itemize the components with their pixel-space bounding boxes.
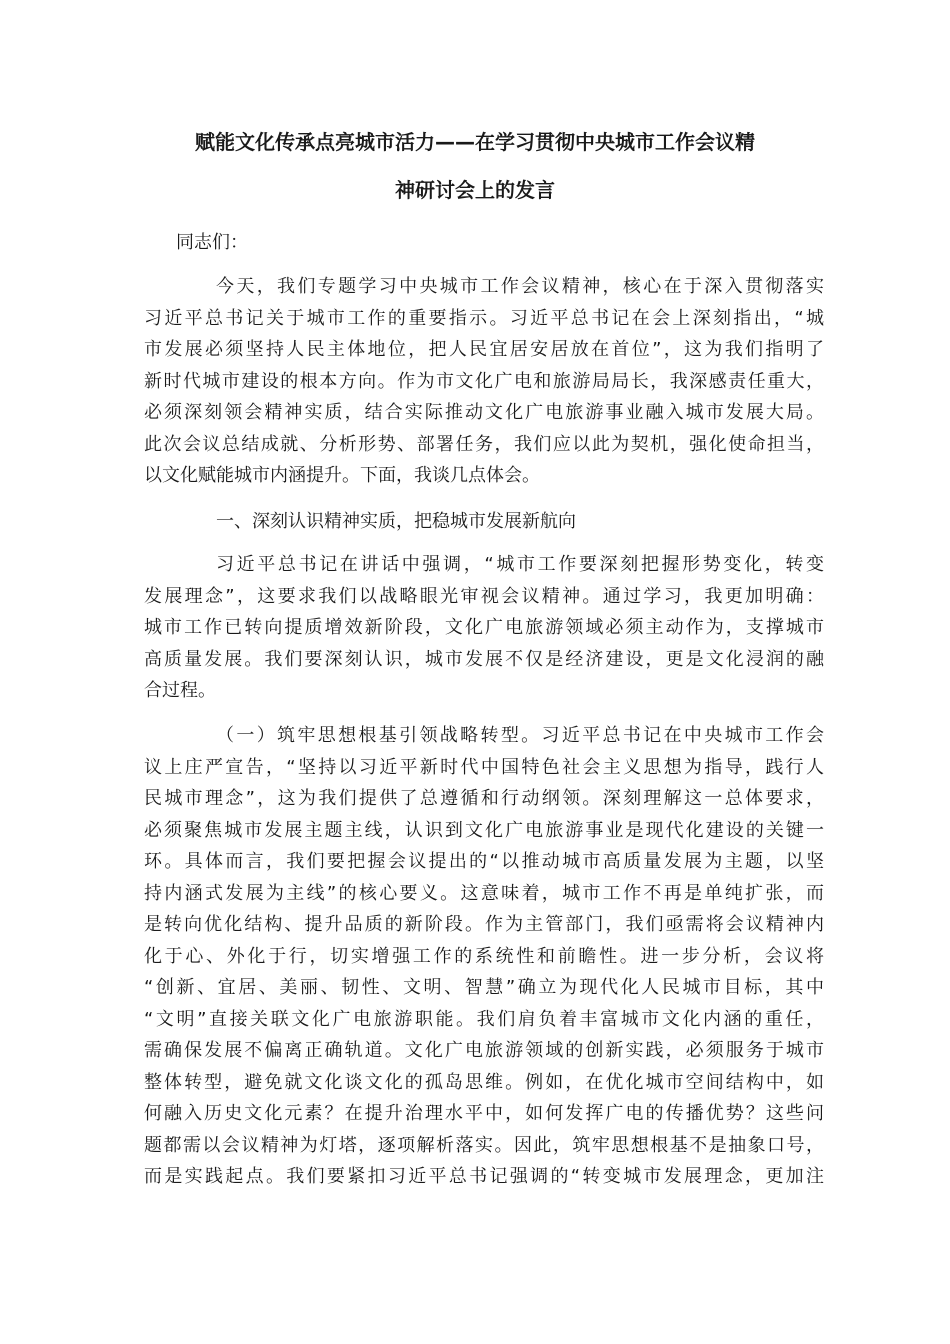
paragraph-subsection-1 (144, 720, 824, 1193)
paragraph-line: 何融入历史文化元素？在提升治理水平中，如何发挥广电的传播优势？这些问 (144, 1103, 824, 1124)
paragraph-line: 而是实践起点。我们要紧扣习近平总书记强调的“转变城市发展理念，更加注 (144, 1166, 824, 1187)
paragraph-line: 习近平总书记在讲话中强调，“城市工作要深刻把握形势变化，转变 (216, 554, 824, 575)
paragraph-line: 议上庄严宣告，“坚持以习近平新时代中国特色社会主义思想为指导，践行人 (144, 756, 824, 778)
paragraph-line: 以文化赋能城市内涵提升。下面，我谈几点体会。 (144, 465, 540, 486)
paragraph-line: 高质量发展。我们要深刻认识，城市发展不仅是经济建设，更是文化浸润的融 (144, 648, 824, 670)
paragraph-line: 此次会议总结成就、分析形势、部署任务，我们应以此为契机，强化使命担当， (144, 433, 824, 455)
paragraph-line: “文明”直接关联文化广电旅游职能。我们肩负着丰富城市文化内涵的重任， (144, 1008, 824, 1030)
salutation: 同志们： (176, 232, 248, 253)
paragraph-line: 习近平总书记关于城市工作的重要指示。习近平总书记在会上深刻指出，“城 (144, 307, 824, 329)
paragraph-line: 今天，我们专题学习中央城市工作会议精神，核心在于深入贯彻落实 (216, 276, 824, 297)
paragraph-line: 化于心、外化于行，切实增强工作的系统性和前瞻性。进一步分析，会议将 (144, 945, 824, 967)
paragraph-line: “创新、宜居、美丽、韧性、文明、智慧”确立为现代化人民城市目标，其中 (144, 977, 824, 998)
paragraph-line: 必须聚焦城市发展主题主线，认识到文化广电旅游事业是现代化建设的关键一 (144, 819, 824, 841)
paragraph-line: 整体转型，避免就文化谈文化的孤岛思维。例如，在优化城市空间结构中，如 (144, 1071, 824, 1093)
paragraph-line: （一）筑牢思想根基引领战略转型。习近平总书记在中央城市工作会 (216, 725, 824, 746)
paragraph-line: 必须深刻领会精神实质，结合实际推动文化广电旅游事业融入城市发展大局。 (144, 402, 824, 423)
document-title-line-1: 赋能文化传承点亮城市活力——在学习贯彻中央城市工作会议精 (195, 130, 755, 154)
document-title-line-2: 神研讨会上的发言 (395, 178, 555, 202)
paragraph-line: 新时代城市建设的根本方向。作为市文化广电和旅游局局长，我深感责任重大， (144, 370, 824, 392)
paragraph-line: 环。具体而言，我们要把握会议提出的“以推动城市高质量发展为主题，以坚 (144, 851, 824, 872)
paragraph-line: 城市工作已转向提质增效新阶段，文化广电旅游领域必须主动作为，支撑城市 (144, 617, 824, 638)
paragraph-line: 合过程。 (144, 680, 216, 701)
section-heading-1: 一、深刻认识精神实质，把稳城市发展新航向 (216, 511, 576, 532)
paragraph-line: 持内涵式发展为主线”的核心要义。这意味着，城市工作不再是单纯扩张，而 (144, 882, 824, 904)
paragraph-line: 民城市理念”，这为我们提供了总遵循和行动纲领。深刻理解这一总体要求， (144, 788, 824, 809)
paragraph-intro (144, 271, 824, 492)
paragraph-line: 需确保发展不偏离正确轨道。文化广电旅游领域的创新实践，必须服务于城市 (144, 1040, 824, 1061)
paragraph-line: 题都需以会议精神为灯塔，逐项解析落实。因此，筑牢思想根基不是抽象口号， (144, 1134, 824, 1156)
paragraph-section-1 (144, 549, 824, 707)
paragraph-line: 发展理念”，这要求我们以战略眼光审视会议精神。通过学习，我更加明确： (144, 585, 824, 607)
paragraph-line: 市发展必须坚持人民主体地位，把人民宜居安居放在首位”，这为我们指明了 (144, 339, 824, 360)
paragraph-line: 是转向优化结构、提升品质的新阶段。作为主管部门，我们亟需将会议精神内 (144, 914, 824, 935)
